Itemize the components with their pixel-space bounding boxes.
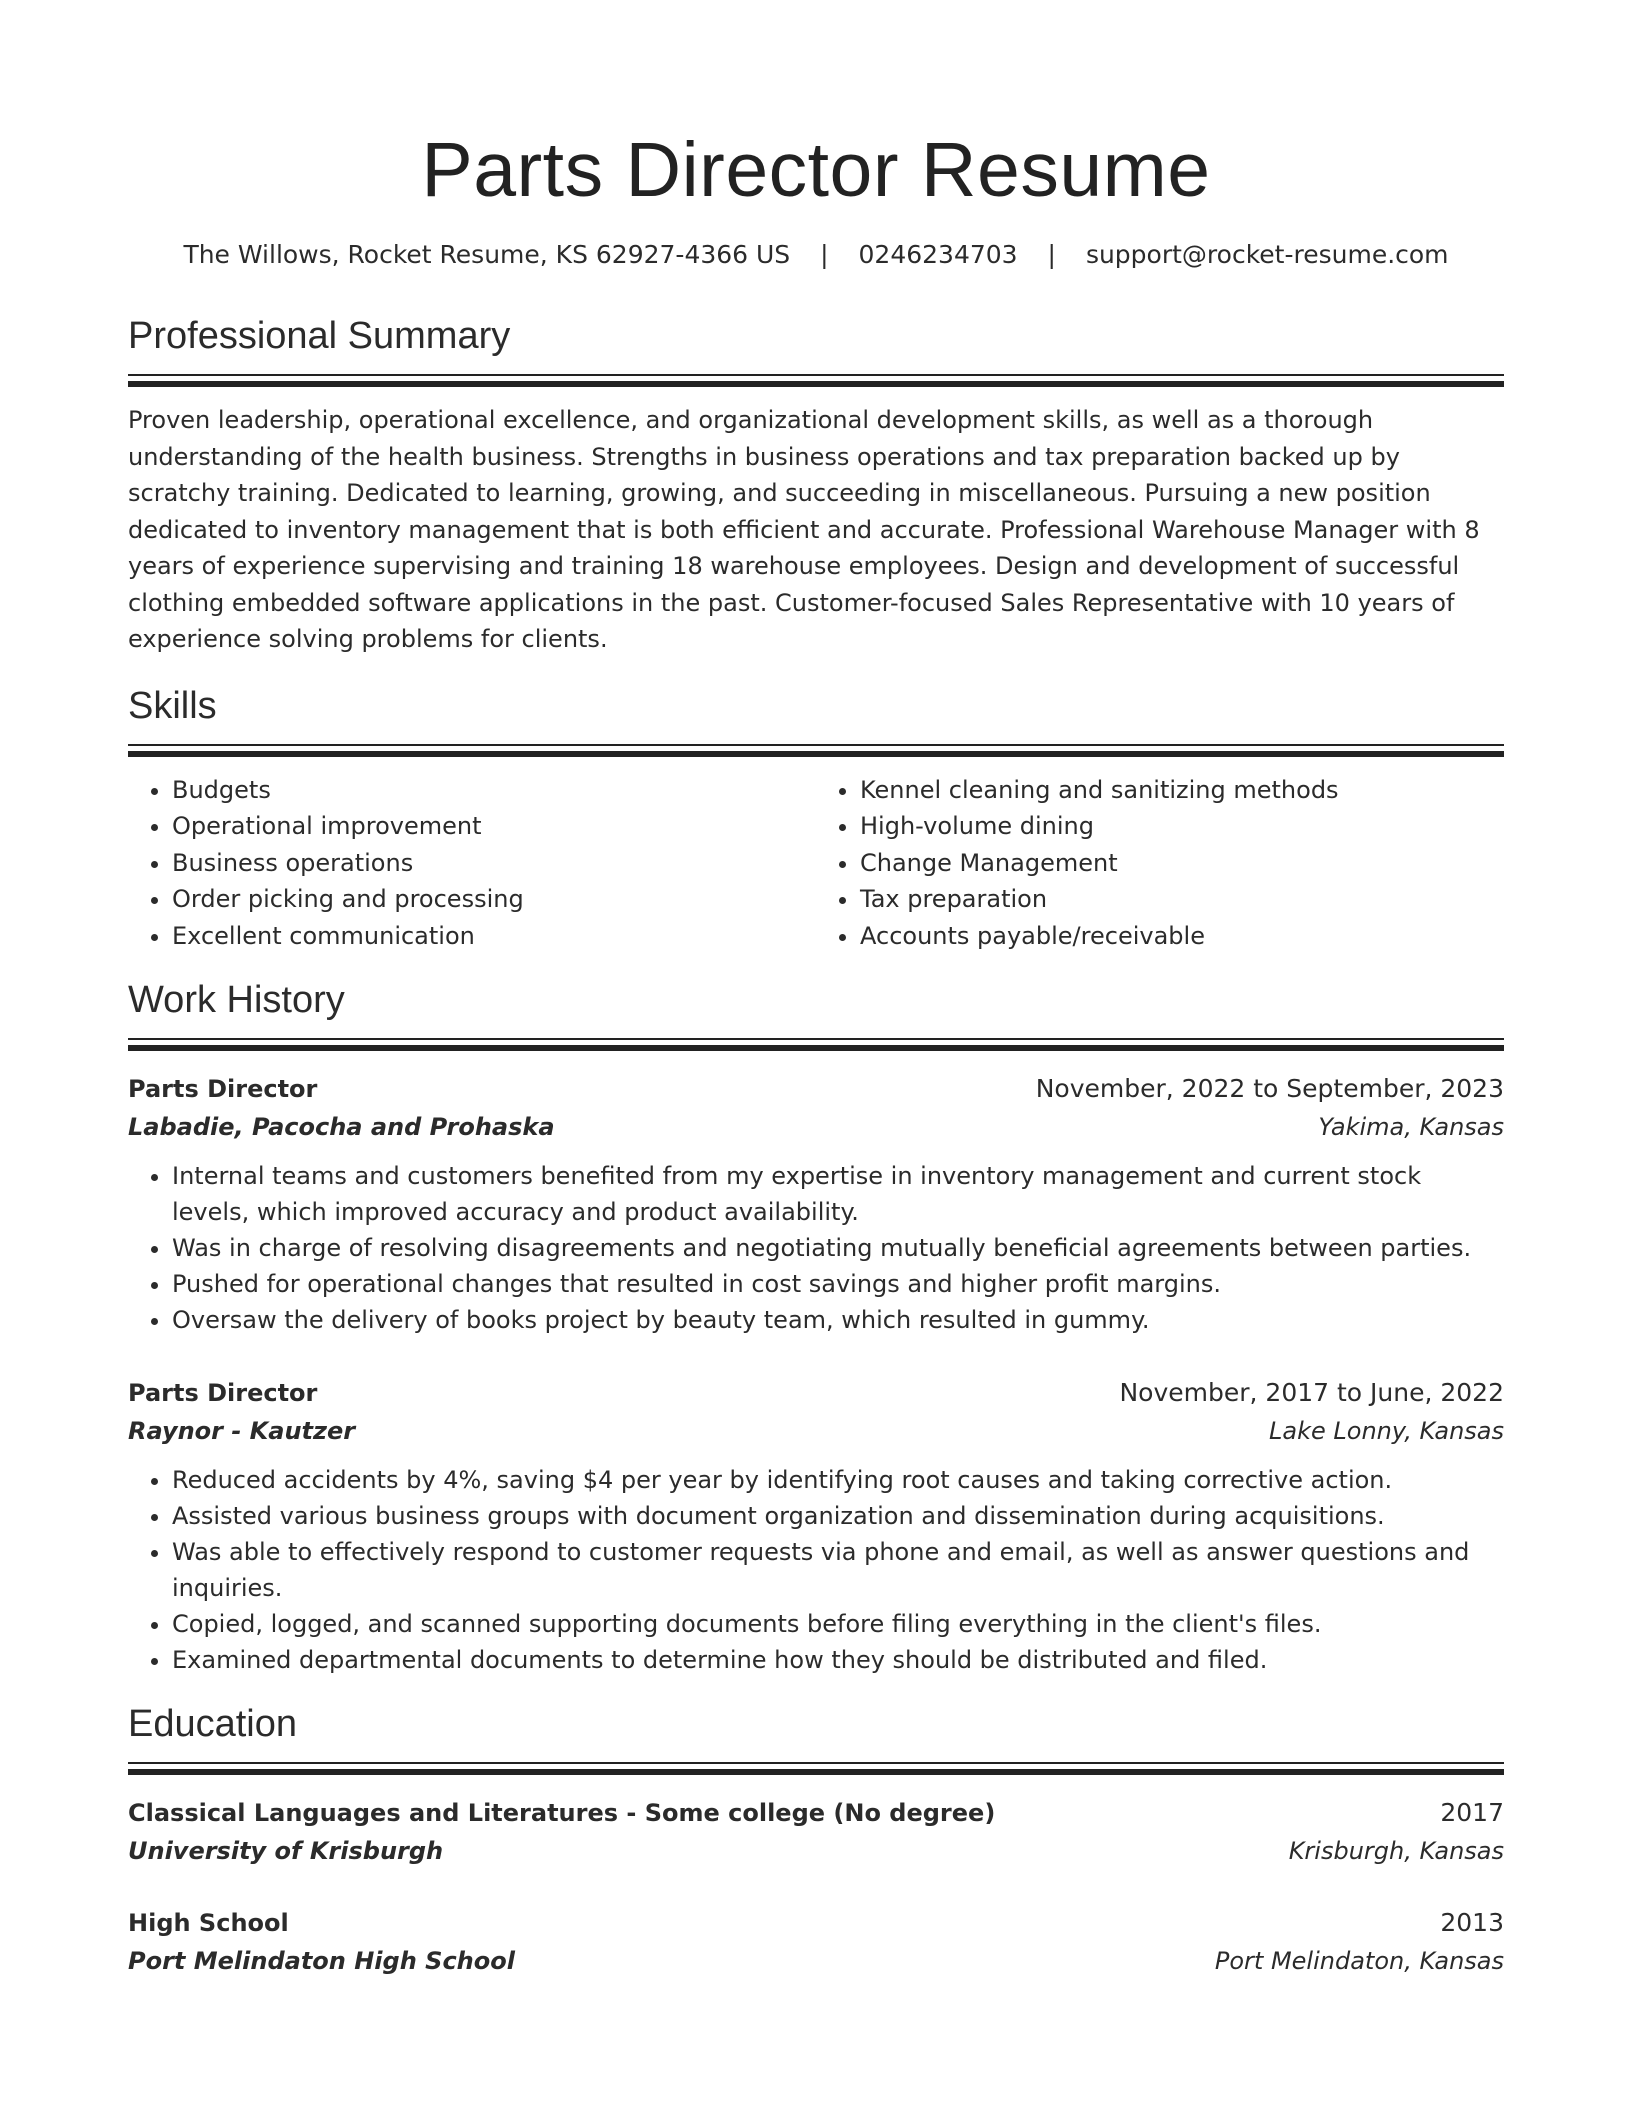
summary-section bbox=[128, 312, 1504, 658]
contact-line bbox=[128, 238, 1504, 272]
education-school: Port Melindaton High School bbox=[128, 1947, 515, 1975]
skills-list-left bbox=[128, 772, 816, 955]
job-bullets bbox=[128, 1462, 1504, 1678]
job-company: Labadie, Pacocha and Prohaska bbox=[128, 1113, 555, 1141]
job-bullet: • Reduced accidents by 4%, saving $4 per year by identifying root causes and taking corrective action. bbox=[172, 1462, 1504, 1498]
job-bullet: • Was in charge of resolving disagreements and negotiating mutually beneficial agreements between parties. bbox=[172, 1230, 1504, 1266]
skill-item: • Kennel cleaning and sanitizing methods bbox=[860, 772, 1504, 809]
education-year: 2017 bbox=[1440, 1798, 1504, 1827]
section-divider bbox=[128, 374, 1504, 388]
job-dates: November, 2022 to September, 2023 bbox=[1035, 1074, 1504, 1103]
job-bullet: • Copied, logged, and scanned supporting documents before filing everything in the client's files. bbox=[172, 1606, 1504, 1642]
contact-email: support@rocket-resume.com bbox=[1085, 240, 1449, 269]
contact-separator: | bbox=[820, 240, 829, 269]
job-title: Parts Director bbox=[128, 1379, 318, 1407]
skill-item: • Tax preparation bbox=[860, 881, 1504, 918]
skills-list-right bbox=[816, 772, 1504, 955]
education-entry bbox=[128, 1904, 1504, 1980]
skills-heading: Skills bbox=[128, 684, 217, 727]
section-divider bbox=[128, 1762, 1504, 1776]
education-heading: Education bbox=[128, 1703, 298, 1745]
job-bullets bbox=[128, 1158, 1504, 1338]
resume-title: Parts Director Resume bbox=[421, 127, 1211, 213]
job-entry bbox=[128, 1374, 1504, 1678]
education-degree: High School bbox=[128, 1909, 289, 1937]
job-bullet: • Internal teams and customers benefited from my expertise in inventory management and current stock levels, which improved accuracy and product availability. bbox=[172, 1158, 1504, 1230]
job-company: Raynor - Kautzer bbox=[128, 1417, 356, 1445]
section-divider bbox=[128, 744, 1504, 758]
skill-item: • Budgets bbox=[172, 772, 816, 809]
education-entry bbox=[128, 1794, 1504, 1870]
skill-item: • High-volume dining bbox=[860, 808, 1504, 845]
job-bullet: • Pushed for operational changes that resulted in cost savings and higher profit margins. bbox=[172, 1266, 1504, 1302]
skill-item: • Order picking and processing bbox=[172, 881, 816, 918]
job-location: Yakima, Kansas bbox=[1318, 1113, 1504, 1141]
skill-item: • Business operations bbox=[172, 845, 816, 882]
skill-item: • Accounts payable/receivable bbox=[860, 918, 1504, 955]
education-year: 2013 bbox=[1440, 1908, 1504, 1937]
work-history-heading: Work History bbox=[128, 979, 345, 1021]
resume-page bbox=[128, 0, 1504, 1980]
contact-phone: 0246234703 bbox=[858, 240, 1018, 269]
summary-heading: Professional Summary bbox=[128, 315, 511, 357]
skills-columns bbox=[128, 772, 1504, 955]
education-school: University of Krisburgh bbox=[128, 1837, 444, 1865]
job-entry bbox=[128, 1070, 1504, 1338]
skill-item: • Excellent communication bbox=[172, 918, 816, 955]
job-bullet: • Was able to effectively respond to customer requests via phone and email, as well as answer questions and inquiries. bbox=[172, 1534, 1504, 1606]
job-bullet: • Examined departmental documents to determine how they should be distributed and filed. bbox=[172, 1642, 1504, 1678]
skills-section bbox=[128, 682, 1504, 955]
job-bullet: • Assisted various business groups with document organization and dissemination during acquisitions. bbox=[172, 1498, 1504, 1534]
work-history-section bbox=[128, 976, 1504, 1678]
education-location: Krisburgh, Kansas bbox=[1288, 1837, 1504, 1865]
skill-item: • Operational improvement bbox=[172, 808, 816, 845]
job-location: Lake Lonny, Kansas bbox=[1269, 1417, 1504, 1445]
contact-address: The Willows, Rocket Resume, KS 62927-4366 US bbox=[183, 240, 791, 269]
job-bullet: • Oversaw the delivery of books project by beauty team, which resulted in gummy. bbox=[172, 1302, 1504, 1338]
summary-text: Proven leadership, operational excellence, and organizational development skills, as well as a thorough understanding of the health business. Strengths in business operations and tax preparation backed up by scratchy training. Dedicated to learning, growing, and succeeding in miscellaneous. Pursuing a new position dedicated to inventory management that is both efficient and accurate. Professional Warehouse Manager with 8 years of experience supervising and training 18 warehouse employees. Design and development of successful clothing embedded software applications in the past. Customer-focused Sales Representative with 10 years of experience solving problems for clients. bbox=[128, 406, 1480, 653]
job-title: Parts Director bbox=[128, 1075, 318, 1103]
job-dates: November, 2017 to June, 2022 bbox=[1119, 1378, 1504, 1407]
education-location: Port Melindaton, Kansas bbox=[1214, 1947, 1504, 1975]
education-section bbox=[128, 1700, 1504, 1980]
section-divider bbox=[128, 1038, 1504, 1052]
contact-separator: | bbox=[1047, 240, 1056, 269]
skill-item: • Change Management bbox=[860, 845, 1504, 882]
education-degree: Classical Languages and Literatures - Some college (No degree) bbox=[128, 1799, 996, 1827]
